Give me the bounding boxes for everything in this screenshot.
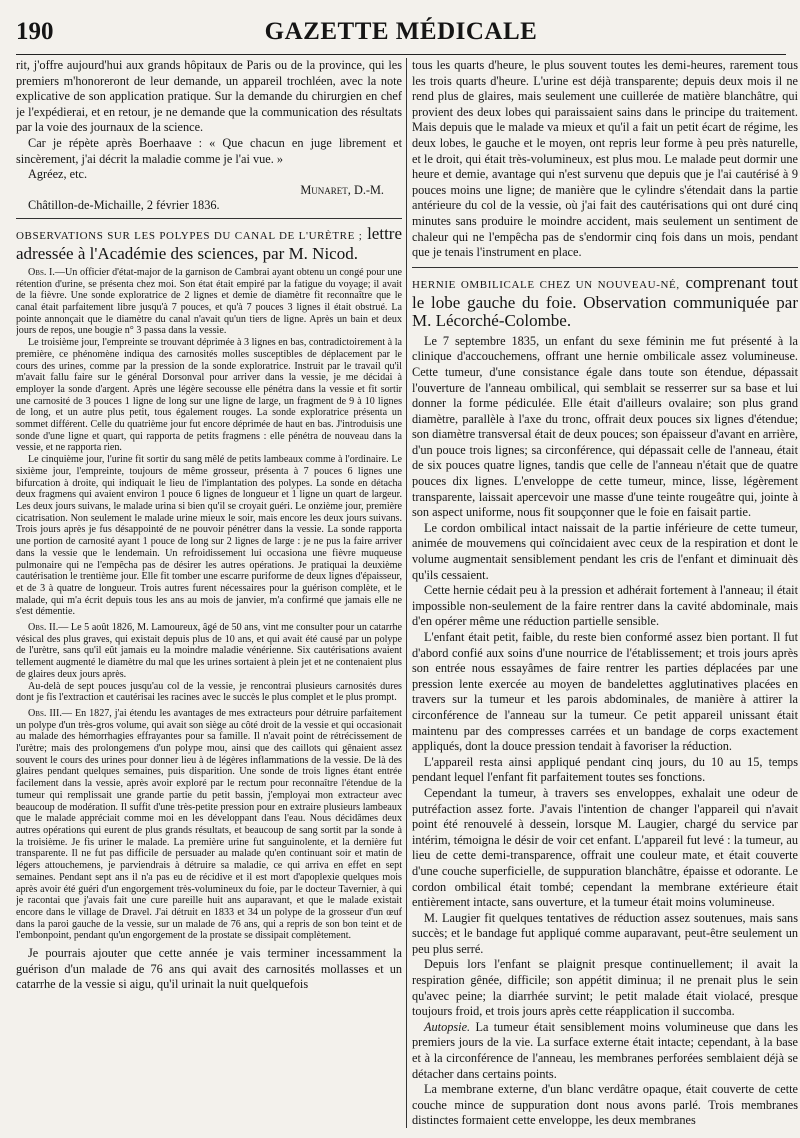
body-paragraph: M. Laugier fit quelques tentatives de réduction assez soutenues, mais sans succès; et le bandage fut appliqué comme auparavant, peut-être seulement un peu plus serré.	[412, 910, 798, 956]
article-title	[16, 225, 402, 263]
article-title	[412, 274, 798, 330]
intro-paragraph: Agréez, etc.	[28, 167, 88, 182]
autopsy-label: Autopsie.	[424, 1019, 471, 1034]
body-paragraph: L'appareil resta ainsi appliqué pendant cinq jours, du 10 au 15, temps pendant lequel l'enfant fit parfaitement toutes ses fonctions.	[412, 754, 798, 785]
page-header	[16, 12, 786, 55]
body-paragraph: L'enfant était petit, faible, du reste bien conformé assez bien portant. Il fut d'abord confié aux soins d'une nourrice de l'établissement; et trois jours après son entrée nous essayâmes de faire rentrer les parties déplacées par une pression lente exercée au moyen de bandelettes agglutinatives placées en travers sur la tumeur et les parois abdominales, de manière à attirer la circonférence de l'anneau sur la tumeur. Ce petit appareil unissant était maintenu par des compresses carrées et un bandage de corps exactement appliqués, dont la douce pression tendait à favoriser la réduction.	[412, 630, 798, 754]
observation-paragraph: Obs. I.—Un officier d'état-major de la garnison de Cambrai ayant obtenu un congé pour une rétention d'urine, se présenta chez moi. Son état était empiré par la fatigue du voyage; il avait de la fièvre. Une sonde exploratrice de 2 lignes et demie de diamètre fit reconnaître que le canal était parfaitement libre jusqu'à 7 pouces, et qu'à 7 pouces 3 lignes il était obstrué. La pointe annonçait que le diamètre du canal n'avait qu'un tiers de ligne. Après un bain et deux jours de repos, une bougie n° 3 passa dans la vessie.	[16, 266, 402, 337]
observation-label: Obs. I.	[28, 266, 55, 278]
body-paragraph: Le 7 septembre 1835, un enfant du sexe féminin me fut présenté à la clinique d'accouchemens, offrant une hernie ombilicale assez volumineuse. Cette tumeur, d'une consistance égale dans toute son étendue, dépassait l'ouverture de l'anneau ombilical, qui semblait se resserrer sur sa base et lui donner la forme pédiculée. Elle était d'ailleurs ovalaire; son plus grand diamètre, parallèle à l'axe du tronc, offrait deux pouces six lignes d'étendue; son diamètre transversal était de deux pouces; son épaisseur d'avant en arrière, d'un pouce trois lignes; sa circonférence, qui dépassait celle de l'anneau, était de six pouces quatre lignes, tandis que celle de l'anneau n'était que de quatre pouces dix lignes. L'enveloppe de cette tumeur, mince, lisse, légèrement transparente, laissait apercevoir une masse d'une teinte rougeâtre qui, jointe à son aspect uniforme, nous fit soupçonner que le foie en faisait partie.	[412, 333, 798, 520]
observation-label: Obs. III.	[28, 707, 62, 719]
body-paragraph: Cette hernie cédait peu à la pression et adhérait fortement à l'anneau; il était impossible non-seulement de la faire rentrer dans la cavité abdominale, mais d'en opérer même une réduction partielle sensible.	[412, 583, 798, 629]
section-separator	[412, 267, 798, 268]
article-title-caps: OBSERVATIONS SUR LES POLYPES DU CANAL DE L'URÈTRE ;	[16, 229, 363, 242]
article-title-caps: HERNIE OMBILICALE CHEZ UN NOUVEAU-NÉ,	[412, 278, 680, 291]
observation-paragraph: Obs. II.— Le 5 août 1826, M. Lamoureux, âgé de 50 ans, vint me consulter pour un catarrhe vésical des plus graves, qui existait depuis plus de 10 ans, et qui avait été causé par un polype de l'urètre, sans qu'il eût jamais eu la moindre maladie vénérienne. Six cautérisations avaient tellement augmenté le diamètre du mal que les urines sortaient à plein jet et ne contenaient plus de glaires deux jours après.	[16, 622, 402, 680]
body-paragraph: La membrane externe, d'un blanc verdâtre opaque, était couverte de cette couche mince de suppuration dont nous avons parlé. Trois membranes distinctes formaient cette enveloppe, les deux membranes	[412, 1082, 798, 1128]
section-separator	[16, 218, 402, 219]
observation-label: Obs. II.	[28, 622, 59, 634]
intro-paragraph: rit, j'offre aujourd'hui aux grands hôpitaux de Paris ou de la province, qui les premiers m'honoreront de leur demande, un appareil trochléen, avec la note explicative de son application pratique. Sur la demande du chirurgien en chef je l'expédierai, et en retour, je ne demande que la communication des résultats par la voie des journaux de la science.	[16, 58, 402, 135]
observation-paragraph: Le cinquième jour, l'urine fit sortir du sang mêlé de petits lambeaux comme à l'ordinaire. Le sixième jour, l'empreinte, toujours de même grosseur, présenta à 7 pouces 6 lignes une bifurcation à droite, qui indiquait le lieu de l'implantation des polypes. La sonde en détacha deux fragmens qui avaient environ 1 pouce 6 lignes de longueur et 1 ligne un quart de largeur. Les deux jours suivans, le malade urina si bien qu'il se croyait guéri. Le onzième jour, première cicatrisation. Non seulement le malade urine mieux le soir, mais encore les deux jours suivans. Trois jours après je fus désappointé de ne pouvoir pénétrer dans la vessie. La sonde rapporta une portion de carnosité ayant 1 pouce de long sur 2 lignes de large : je ne pus la faire arriver dans la vessie que le lendemain. Un refroidissement lui occasiona une fièvre muqueuse pulmonaire qui ne l'empêcha pas de désirer les autres opérations. Je pratiquai la deuxième cautérisation le trentième jour. Elle fit tomber une escarre puriforme de deux lignes d'épaisseur, et de 3 à quatre de longueur. Trois autres furent nécessaires pour la guérison complète, et le malade, qui m'a écrit depuis tous les ans au mois de janvier, m'a confirmé que jamais elle ne s'est démentie.	[16, 454, 402, 618]
left-column	[16, 58, 402, 1128]
column-rule	[406, 58, 407, 1128]
autopsy-paragraph: Autopsie. La tumeur était sensiblement moins volumineuse que dans les premiers jours de la vie. La surface externe était intacte; cependant, à la base et à la circonférence de l'anneau, les membranes perforées semblaient déjà se détacher dans certains points.	[412, 1019, 798, 1081]
article-title-rest: lettre adressée à l'Académie des sciences, par M. Nicod.	[16, 223, 402, 263]
observation-paragraph: Obs. III.— En 1827, j'ai étendu les avantages de mes extracteurs pour détruire parfaitement un polype d'un très-gros volume, qui avait son siège au côté droit de la vessie et qui occasionait au malade des hémorrhagies effrayantes pour sa famille. Il n'avait point de rétrécissement de l'urètre; mais des prolongemens d'un polype mou, ainsi que des caillots qui gênaient assez souvent le cours des urines pour donner lieu à de légères inflammations de la vessie. De là des glaires pendant quelques semaines, puis disparition. Une sonde de trois lignes étant entrée facilement dans la vessie, après avoir exploré par le rectum pour reconnaître l'étendue de la tumeur qui remplissait une grande partie du petit bassin, j'employai mon extracteur avec beaucoup de modération. Il suffit d'une très-petite pression pour en extraire plusieurs lambeaux que le malade appréciait comme moi en les développant dans l'eau. Nous décidâmes deux autres opérations qui eurent de plus grands résultats, et beaucoup de sang sortit par la sonde à la troisième. Je fis uriner le malade. La première urine fut sanguinolente, et la dernière fut transparente. Il ne fut pas difficile de persuader au malade qu'en continuant soir et matin de légers attouchemens, je parviendrais à détruire sa maladie, ce qui arriva en effet en sept semaines. Pendant sept ans il n'a pas eu de récidive et il est mort d'apoplexie quelques mois après avoir été guéri d'un engorgement très-volumineux du foie, par le docteur Tavernier, à qui je racontai que j'avais fait une cure pareille huit ans auparavant, et que le malade existait encore dans le village de Dravel. J'ai détruit en 1833 et 34 un polype de la grosseur d'un œuf dans la paroi gauche de la vessie, sur un malade de 76 ans, qui a repris de son bon teint et de l'embonpoint, pendant qu'un engorgement de la prostate se dissipait complètement.	[16, 707, 402, 942]
article-title-rest: comprenant tout le lobe gauche du foie. Observation communiquée par M. Lécorché-Colombe.	[412, 272, 798, 330]
observation-paragraph: Au-delà de sept pouces jusqu'au col de la vessie, je rencontrai plusieurs carnosités dures dont je fis l'extraction et cautérisai les racines avec le succès le plus complet et le plus prompt.	[16, 680, 402, 704]
body-paragraph: Le cordon ombilical intact naissait de la partie inférieure de cette tumeur, animée de mouvemens qui coïncidaient avec ceux de la respiration et dont le volume augmentait sensiblement pendant les cris de l'enfant et diminuait dès qu'ils cessaient.	[412, 520, 798, 582]
body-paragraph: tous les quarts d'heure, le plus souvent toutes les demi-heures, rarement tous les trois quarts d'heure. L'urine est déjà transparente; depuis deux mois il ne rend plus de glaires, mais seulement une cuillerée de matière blanchâtre, qui provient des deux lobes qui paraissaient sains dans le principe du traitement. Mais depuis que le malade va mieux et qu'il a fait un petit écart de régime, les deux lobes, le gauche et le moyen, ont repris leur forme à peu près naturelle, et le droit, qui était très-volumineux, est plus mou. Le malade peut dormir une heure et demie, avantage qui n'est survenu que depuis que je l'ai cautérisé à 9 pouces moins une ligne; de manière que le cylindre s'étendait dans la partie antérieure du col de la vessie, où j'ai fait des cautérisations qui ont duré cinq minutes sans produire le moindre accident, mais seulement un sentiment de chaleur qui ne l'empêcha pas de s'endormir cinq fois dans un mois, pendant que je tenais l'instrument en place.	[412, 58, 798, 260]
page-number: 190	[16, 18, 54, 45]
body-paragraph: Depuis lors l'enfant se plaignit presque continuellement; il avait la respiration gênée, difficile; son appétit diminua; il ne prenait plus le sein qu'avec peine; la diarrhée survint; le petit malade était violacé, presque toujours froid, et trois jours après cette réapplication il succomba.	[412, 957, 798, 1019]
observation-paragraph: Le troisième jour, l'empreinte se trouvant déprimée à 3 lignes en bas, contradictoirement à la première, ce phénomène indiqua des carnosités molles susceptibles de déplacement par le cours des urines, comme par la pression de la sonde exploratrice. Instruit par le travail qu'il m'avait fallu faire sur le général Dorsonval pour arriver dans la vessie, je me décidai à employer la sonde d'argent. Après une légère secousse elle pénétra dans la vessie et fit sortir une carnosité de 3 pouces 1 ligne de long sur une ligne de large, un fragment de 9 à 10 lignes de long, et un autre plus petit, tous également rouges. La sonde exploratrice présenta un sommet différent. Celle du quatrième jour fut encore déprimée de haut en bas. J'introduisis une sonde d'une ligne et quart, qui rapporta de petits fragmens : elle pénétra de nouveau dans la vessie, et ne rapporta rien.	[16, 337, 402, 454]
journal-title: GAZETTE MÉDICALE	[264, 18, 538, 45]
body-paragraph: Je pourrais ajouter que cette année je vais terminer incessamment la guérison d'un malade de 76 ans qui avait des carnosités mollasses et un catarrhe de la vessie si aigu, qu'il urinait la nuit quelquefois	[16, 946, 402, 992]
signature: Munaret, D.-M.	[300, 182, 384, 197]
body-paragraph: Cependant la tumeur, à travers ses enveloppes, exhalait une odeur de putréfaction assez forte. J'avais l'intention de changer l'appareil qui n'avait point été renouvelé à dessein, lorsque M. Laugier, chargé du service par intérim, témoigna le désir de voir cet enfant. L'appareil fut levé : la tumeur, au lieu de cette demi-transparence, offrait une couleur mate, et était couverte d'une couche superficielle, de suppuration blanchâtre, épaisse et odorante. Le cordon ombilical était tombé; cependant la membrane extérieure était entièrement intacte, sans ouverture, et la tumeur était moins volumineuse.	[412, 785, 798, 910]
place-date: Châtillon-de-Michaille, 2 février 1836.	[28, 198, 220, 213]
right-column	[412, 58, 798, 1128]
intro-paragraph: Car je répète après Boerhaave : « Que chacun en juge librement et sincèrement, j'ai décrit la maladie comme je l'ai vue. »	[16, 135, 402, 166]
